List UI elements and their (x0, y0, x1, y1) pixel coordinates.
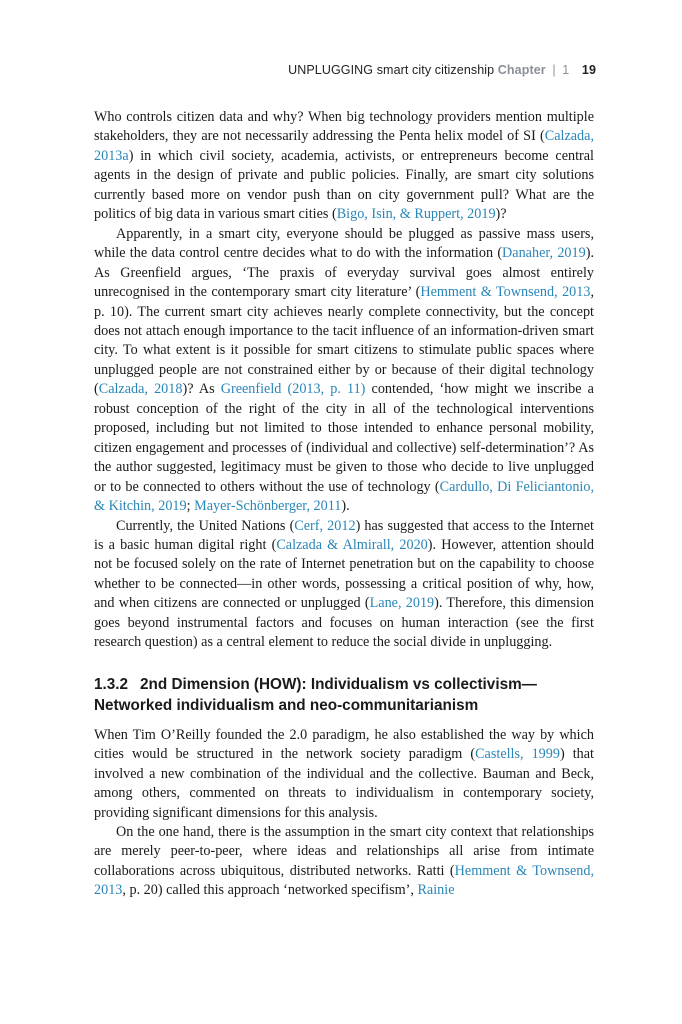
text-run: contended, ‘how might we inscribe a robust conception of the right of the city in all of the technological interventions proposed, including but not limited to those intended to enhance personal mobility, citizen engagement and processes of (individual and collective) self-determination’? As the author suggested, legitimacy must be given to those who decide to live unplugged or to be connected to others without the use of technology ( (94, 381, 594, 495)
citation-link[interactable]: Hemment & Townsend, 2013 (94, 862, 594, 899)
section-number: 1.3.2 (94, 675, 129, 693)
text-run: On the one hand, there is the assumption in the smart city context that relationships are merely peer-to-peer, where ideas and relationships all arise from intimate collaborations across ubiquitous, distributed networks. Ratti ( (94, 823, 594, 879)
citation-link[interactable]: Calzada, 2013a (94, 128, 594, 164)
paragraph (94, 225, 594, 517)
section-title: 2nd Dimension (HOW): Individualism vs collectivism— Networked individualism and neo-communitarianism (94, 675, 537, 714)
text-run: ). However, attention should not be focused solely on the rate of Internet penetration but on the capability to choose whether to be connected—in other words, possessing a critical position of why, how, and when citizens are connected or unplugged ( (94, 536, 595, 612)
page-number: 19 (581, 63, 596, 77)
citation-link[interactable]: Calzada, 2018 (98, 381, 183, 398)
text-run: ). As Greenfield argues, ‘The praxis of everyday survival goes almost entirely unrecognised in the contemporary smart city literature’ ( (94, 245, 594, 301)
paragraph (94, 726, 594, 823)
citation-link[interactable]: Calzada & Almirall, 2020 (276, 536, 428, 553)
paragraph (94, 517, 594, 653)
text-run: ) has suggested that access to the Internet is a basic human digital right ( (94, 517, 594, 553)
body-text (94, 108, 594, 901)
citation-link[interactable]: Castells, 1999 (475, 746, 560, 763)
citation-link[interactable]: Rainie (417, 882, 455, 899)
text-run: Apparently, in a smart city, everyone should be plugged as passive mass users, while the data control centre decides what to do with the information ( (94, 225, 594, 262)
section-heading (94, 674, 594, 716)
text-run: ; (186, 498, 195, 515)
book-title: UNPLUGGING smart city citizenship (288, 63, 495, 77)
chapter-number: 1 (562, 63, 570, 77)
citation-link[interactable]: Bigo, Isin, & Ruppert, 2019 (336, 206, 496, 223)
text-run: ). Therefore, this dimension goes beyond instrumental factors and focuses on human interaction (see the first research question) as a central element to reduce the social divide in unplugging. (94, 595, 595, 651)
text-run: ) in which civil society, academia, activists, or entrepreneurs become central agents in the design of private and public policies. Finally, are smart city solutions currently based more on vendor push than on city government pull? What are the politics of big data in various smart cities ( (94, 147, 594, 223)
header-separator: | (552, 63, 556, 77)
citation-link[interactable]: Cardullo, Di Feliciantonio, & Kitchin, 2019 (94, 478, 595, 515)
citation-link[interactable]: Lane, 2019 (369, 595, 435, 612)
paragraph (94, 108, 594, 225)
text-run: ). (341, 498, 350, 515)
text-run: Who controls citizen data and why? When big technology providers mention multiple stakeholders, they are not necessarily addressing the Penta helix model of SI ( (94, 109, 594, 145)
citation-link[interactable]: Danaher, 2019 (502, 245, 586, 262)
citation-link[interactable]: Greenfield (2013, p. 11) (220, 381, 366, 398)
citation-link[interactable]: Mayer-Schönberger, 2011 (194, 498, 342, 515)
paragraph (94, 823, 594, 901)
text-run: Currently, the United Nations ( (116, 517, 295, 534)
text-run: When Tim O’Reilly founded the 2.0 paradigm, he also established the way by which cities would be structured in the network society paradigm ( (94, 726, 594, 763)
citation-link[interactable]: Cerf, 2012 (294, 517, 356, 534)
citation-link[interactable]: Hemment & Townsend, 2013 (420, 284, 591, 301)
text-run: , p. 20) called this approach ‘networked specifism’, (122, 882, 418, 899)
text-run: ) that involved a new combination of the individual and the collective. Bauman and Beck, among others, commented on threats to individualism in contemporary society, providing significant dimensions for this analysis. (94, 746, 594, 821)
running-header (120, 63, 596, 77)
chapter-label: Chapter (497, 63, 546, 77)
text-run: , p. 10). The current smart city achieves nearly complete connectivity, but the concept does not attach enough importance to the tacit influence of an information-driven smart city. To what extent is it possible for smart citizens to stimulate public spaces where unplugged people are not constrained either by or because of their digital technology ( (94, 284, 595, 398)
text-run: )? As (182, 381, 221, 398)
text-run: )? (495, 206, 507, 223)
